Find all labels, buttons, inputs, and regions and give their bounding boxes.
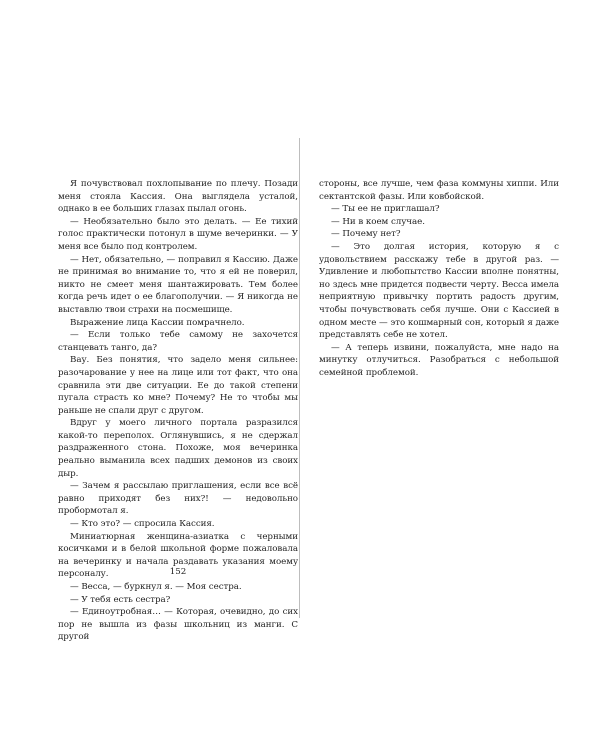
paragraph: — Зачем я рассылаю приглашения, если все всё равно приходят без них?! — недовольно пробормотал я.	[58, 481, 298, 517]
paragraph: — Единоутробная… — Которая, очевидно, до сих пор не вышла из фазы школьниц из манги. С другой	[58, 607, 298, 643]
paragraph: — У тебя есть сестра?	[70, 594, 171, 605]
paragraph: — Ни в коем случае.	[331, 216, 425, 227]
paragraph: — Это долгая история, которую я с удовольствием расскажу тебе в другой раз. — Удивление и любопытство Кассии вполне понятны, но здесь мне придется подвести черту. Весса имела неприятную привычку портить радость другим, чтобы почувствовать себя лучше. Они с Кассией в одном месте — это кошмарный сон, который я даже представлять себе не хотел.	[319, 241, 559, 341]
paragraph: стороны, все лучше, чем фаза коммуны хиппи. Или сектантской фазы. Или ковбойской.	[319, 179, 559, 202]
book-gutter	[299, 138, 300, 618]
paragraph: — Весса, — буркнул я. — Моя сестра.	[70, 582, 242, 592]
page-number: 152	[169, 567, 187, 577]
paragraph: Миниатюрная женщина-азиатка с черными косичками и в белой школьной форме пожаловала на вечеринку и начала раздавать указания моему персоналу.	[58, 531, 298, 580]
paragraph: Я почувствовал похлопывание по плечу. Позади меня стояла Кассия. Она выглядела усталой, однако в ее больших глазах пылал огонь.	[58, 179, 298, 215]
paragraph: — Если только тебе самому не захочется станцевать танго, да?	[58, 330, 298, 353]
paragraph: — А теперь извини, пожалуйста, мне надо на минутку отлучиться. Разобраться с небольшой семейной проблемой.	[319, 342, 559, 378]
right-page-text	[319, 178, 559, 380]
paragraph: — Кто это? — спросила Кассия.	[70, 519, 215, 530]
paragraph: — Ты ее не приглашал?	[331, 204, 440, 215]
right-page	[319, 178, 559, 380]
paragraph: — Почему нет?	[331, 229, 401, 240]
paragraph: — Нет, обязательно, — поправил я Кассию. Даже не принимая во внимание то, что я ей не поверил, никто не смеет меня шантажировать. Тем более когда речь идет о ее благополучии. — Я никогда не выставлю твои страхи на посмешище.	[58, 254, 298, 315]
paragraph: — Необязательно было это делать. — Ее тихий голос практически потонул в шуме вечеринки. — У меня все было под контролем.	[58, 216, 298, 252]
paragraph: Вау. Без понятия, что задело меня сильнее: разочарование у нее на лице или тот факт, что она сравнила эти две ситуации. Ее до такой степени пугала страсть ко мне? Почему? Не то чтобы мы раньше не спали друг с другом.	[58, 355, 298, 416]
paragraph: Выражение лица Кассии помрачнело.	[70, 317, 245, 328]
paragraph: Вдруг у моего личного портала разразился какой-то переполох. Оглянувшись, я не сдержал раздраженного стона. Похоже, моя вечеринка реально выманила всех падших демонов из своих дыр.	[58, 418, 298, 479]
